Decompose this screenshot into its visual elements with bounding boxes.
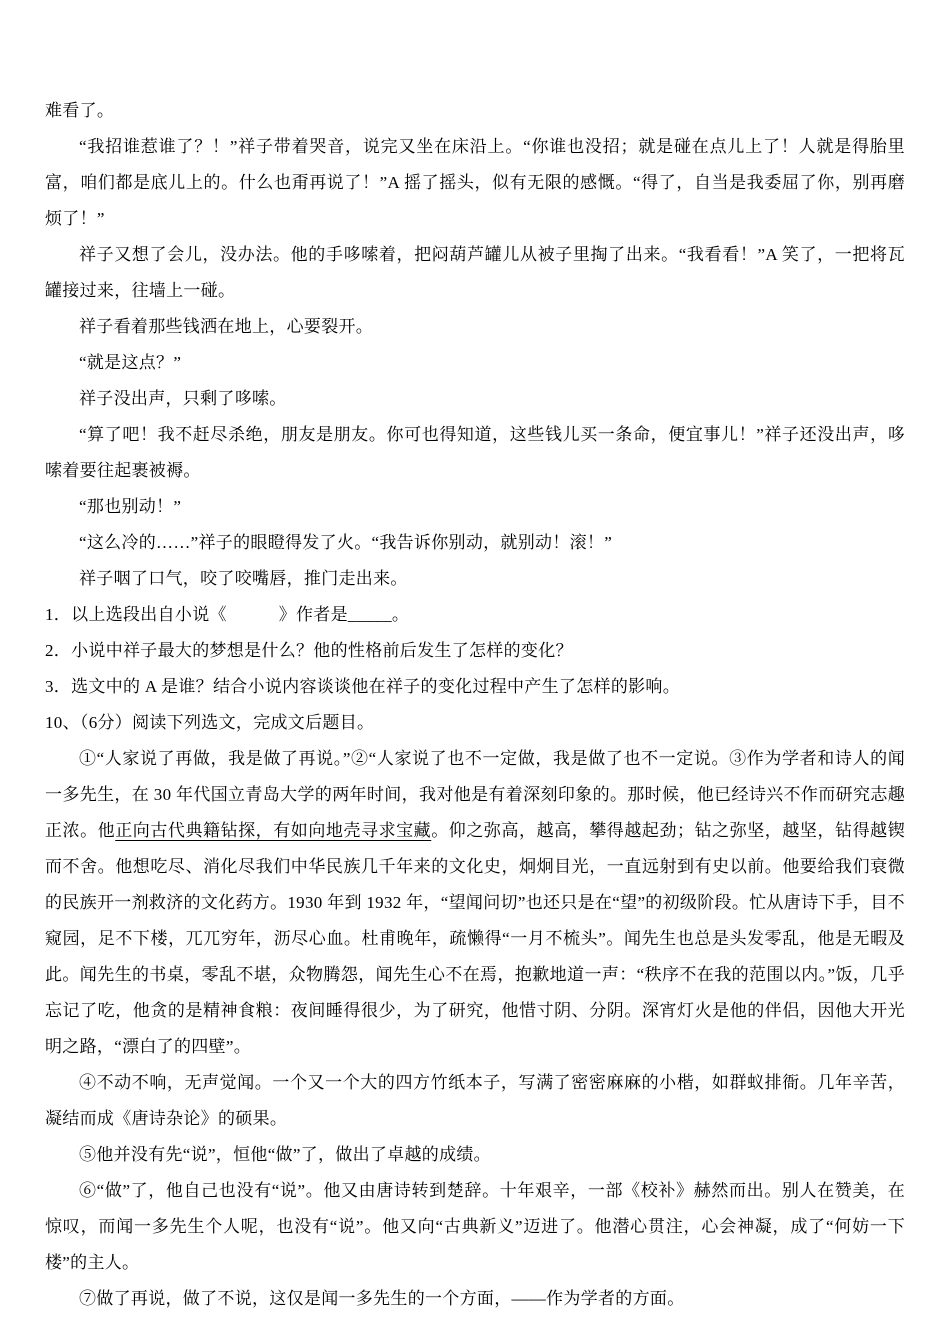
passage2-paragraph-1-before: ①“人家说了再做，我是做了再说。”②“人家说了也不一定做，我是做了也不一定说。③作为学者和诗人的闻一多先生，在 30 年代国立青岛大学的两年时间，我对他是有着深刻印象的。那时候，他已经诗兴不作而研究志趣正浓。他 — [45, 749, 905, 840]
question-10-header: 10、（6分）阅读下列选文，完成文后题目。 — [45, 713, 375, 732]
passage1-paragraph-7: “那也别动！” — [79, 497, 182, 516]
question-3: 3．选文中的 A 是谁？结合小说内容谈谈他在祥子的变化过程中产生了怎样的影响。 — [45, 677, 681, 696]
passage1-paragraph-9: 祥子咽了口气，咬了咬嘴唇，推门走出来。 — [79, 569, 408, 588]
passage1-paragraph-8: “这么冷的……”祥子的眼瞪得发了火。“我告诉你别动，就别动！滚！” — [79, 533, 613, 552]
passage1-paragraph-4: “就是这点？” — [79, 353, 182, 372]
passage1-paragraph-5: 祥子没出声，只剩了哆嗦。 — [79, 389, 287, 408]
passage2-paragraph-4: ⑥“做”了，他自己也没有“说”。他又由唐诗转到楚辞。十年艰辛，一部《校补》赫然而出。别人在赞美，在惊叹，而闻一多先生个人呢，也没有“说”。他又向“古典新义”迈进了。他潜心贯注，心会神凝，成了“何妨一下楼”的主人。 — [45, 1181, 905, 1272]
passage1-paragraph-6: “算了吧！我不赶尽杀绝，朋友是朋友。你可也得知道，这些钱儿买一条命，便宜事儿！”祥子还没出声，哆嗦着要往起裹被褥。 — [45, 425, 905, 480]
passage2-paragraph-1-underlined: 正向古代典籍钻探，有如向地壳寻求宝藏 — [115, 821, 432, 840]
passage2-paragraph-5: ⑦做了再说，做了不说，这仅是闻一多先生的一个方面，——作为学者的方面。 — [79, 1289, 685, 1308]
question-2: 2．小说中祥子最大的梦想是什么？他的性格前后发生了怎样的变化？ — [45, 641, 573, 660]
passage2-paragraph-1 — [45, 741, 905, 1065]
passage2-paragraph-3: ⑤他并没有先“说”，恒他“做”了，做出了卓越的成绩。 — [79, 1145, 491, 1164]
passage1-paragraph-3: 祥子看着那些钱洒在地上，心要裂开。 — [79, 317, 374, 336]
passage2-paragraph-1-after: 。仰之弥高，越高，攀得越起劲；钻之弥坚，越坚，钻得越锲而不舍。他想吃尽、消化尽我们中华民族几千年来的文化史，炯炯目光，一直远射到有史以前。他要给我们衰微的民族开一剂救济的文化药方。1930 年到 1932 年，“望闻问切”也还只是在“望”的初级阶段。忙从唐诗下手，目不窥园，足不下楼，兀兀穷年，沥尽心血。杜甫晚年，疏懒得“一月不梳头”。闻先生也总是头发零乱，他是无暇及此。闻先生的书桌，零乱不堪，众物腾怨，闻先生心不在焉，抱歉地道一声：“秩序不在我的范围以内。”饭，几乎忘记了吃，他贪的是精神食粮：夜间睡得很少，为了研究，他惜寸阴、分阴。深宵灯火是他的伴侣，因他大开光明之路，“漂白了的四壁”。 — [45, 821, 906, 1056]
passage1-paragraph-1: “我招谁惹谁了？！”祥子带着哭音，说完又坐在床沿上。“你谁也没招；就是碰在点儿上了！人就是得胎里富，咱们都是底儿上的。什么也甭再说了！”A 摇了摇头，似有无限的感慨。“得了，自当是我委屈了你，别再磨烦了！” — [45, 137, 905, 228]
question-1: 1．以上选段出自小说《 》作者是_____。 — [45, 605, 410, 624]
passage1-continuation-line: 难看了。 — [45, 101, 115, 120]
passage2-paragraph-2: ④不动不响，无声觉闻。一个又一个大的四方竹纸本子，写满了密密麻麻的小楷，如群蚁排衙。几年辛苦，凝结而成《唐诗杂论》的硕果。 — [45, 1073, 905, 1128]
passage1-paragraph-2: 祥子又想了会儿，没办法。他的手哆嗦着，把闷葫芦罐儿从被子里掏了出来。“我看看！”A 笑了，一把将瓦罐接过来，往墙上一碰。 — [45, 245, 905, 300]
